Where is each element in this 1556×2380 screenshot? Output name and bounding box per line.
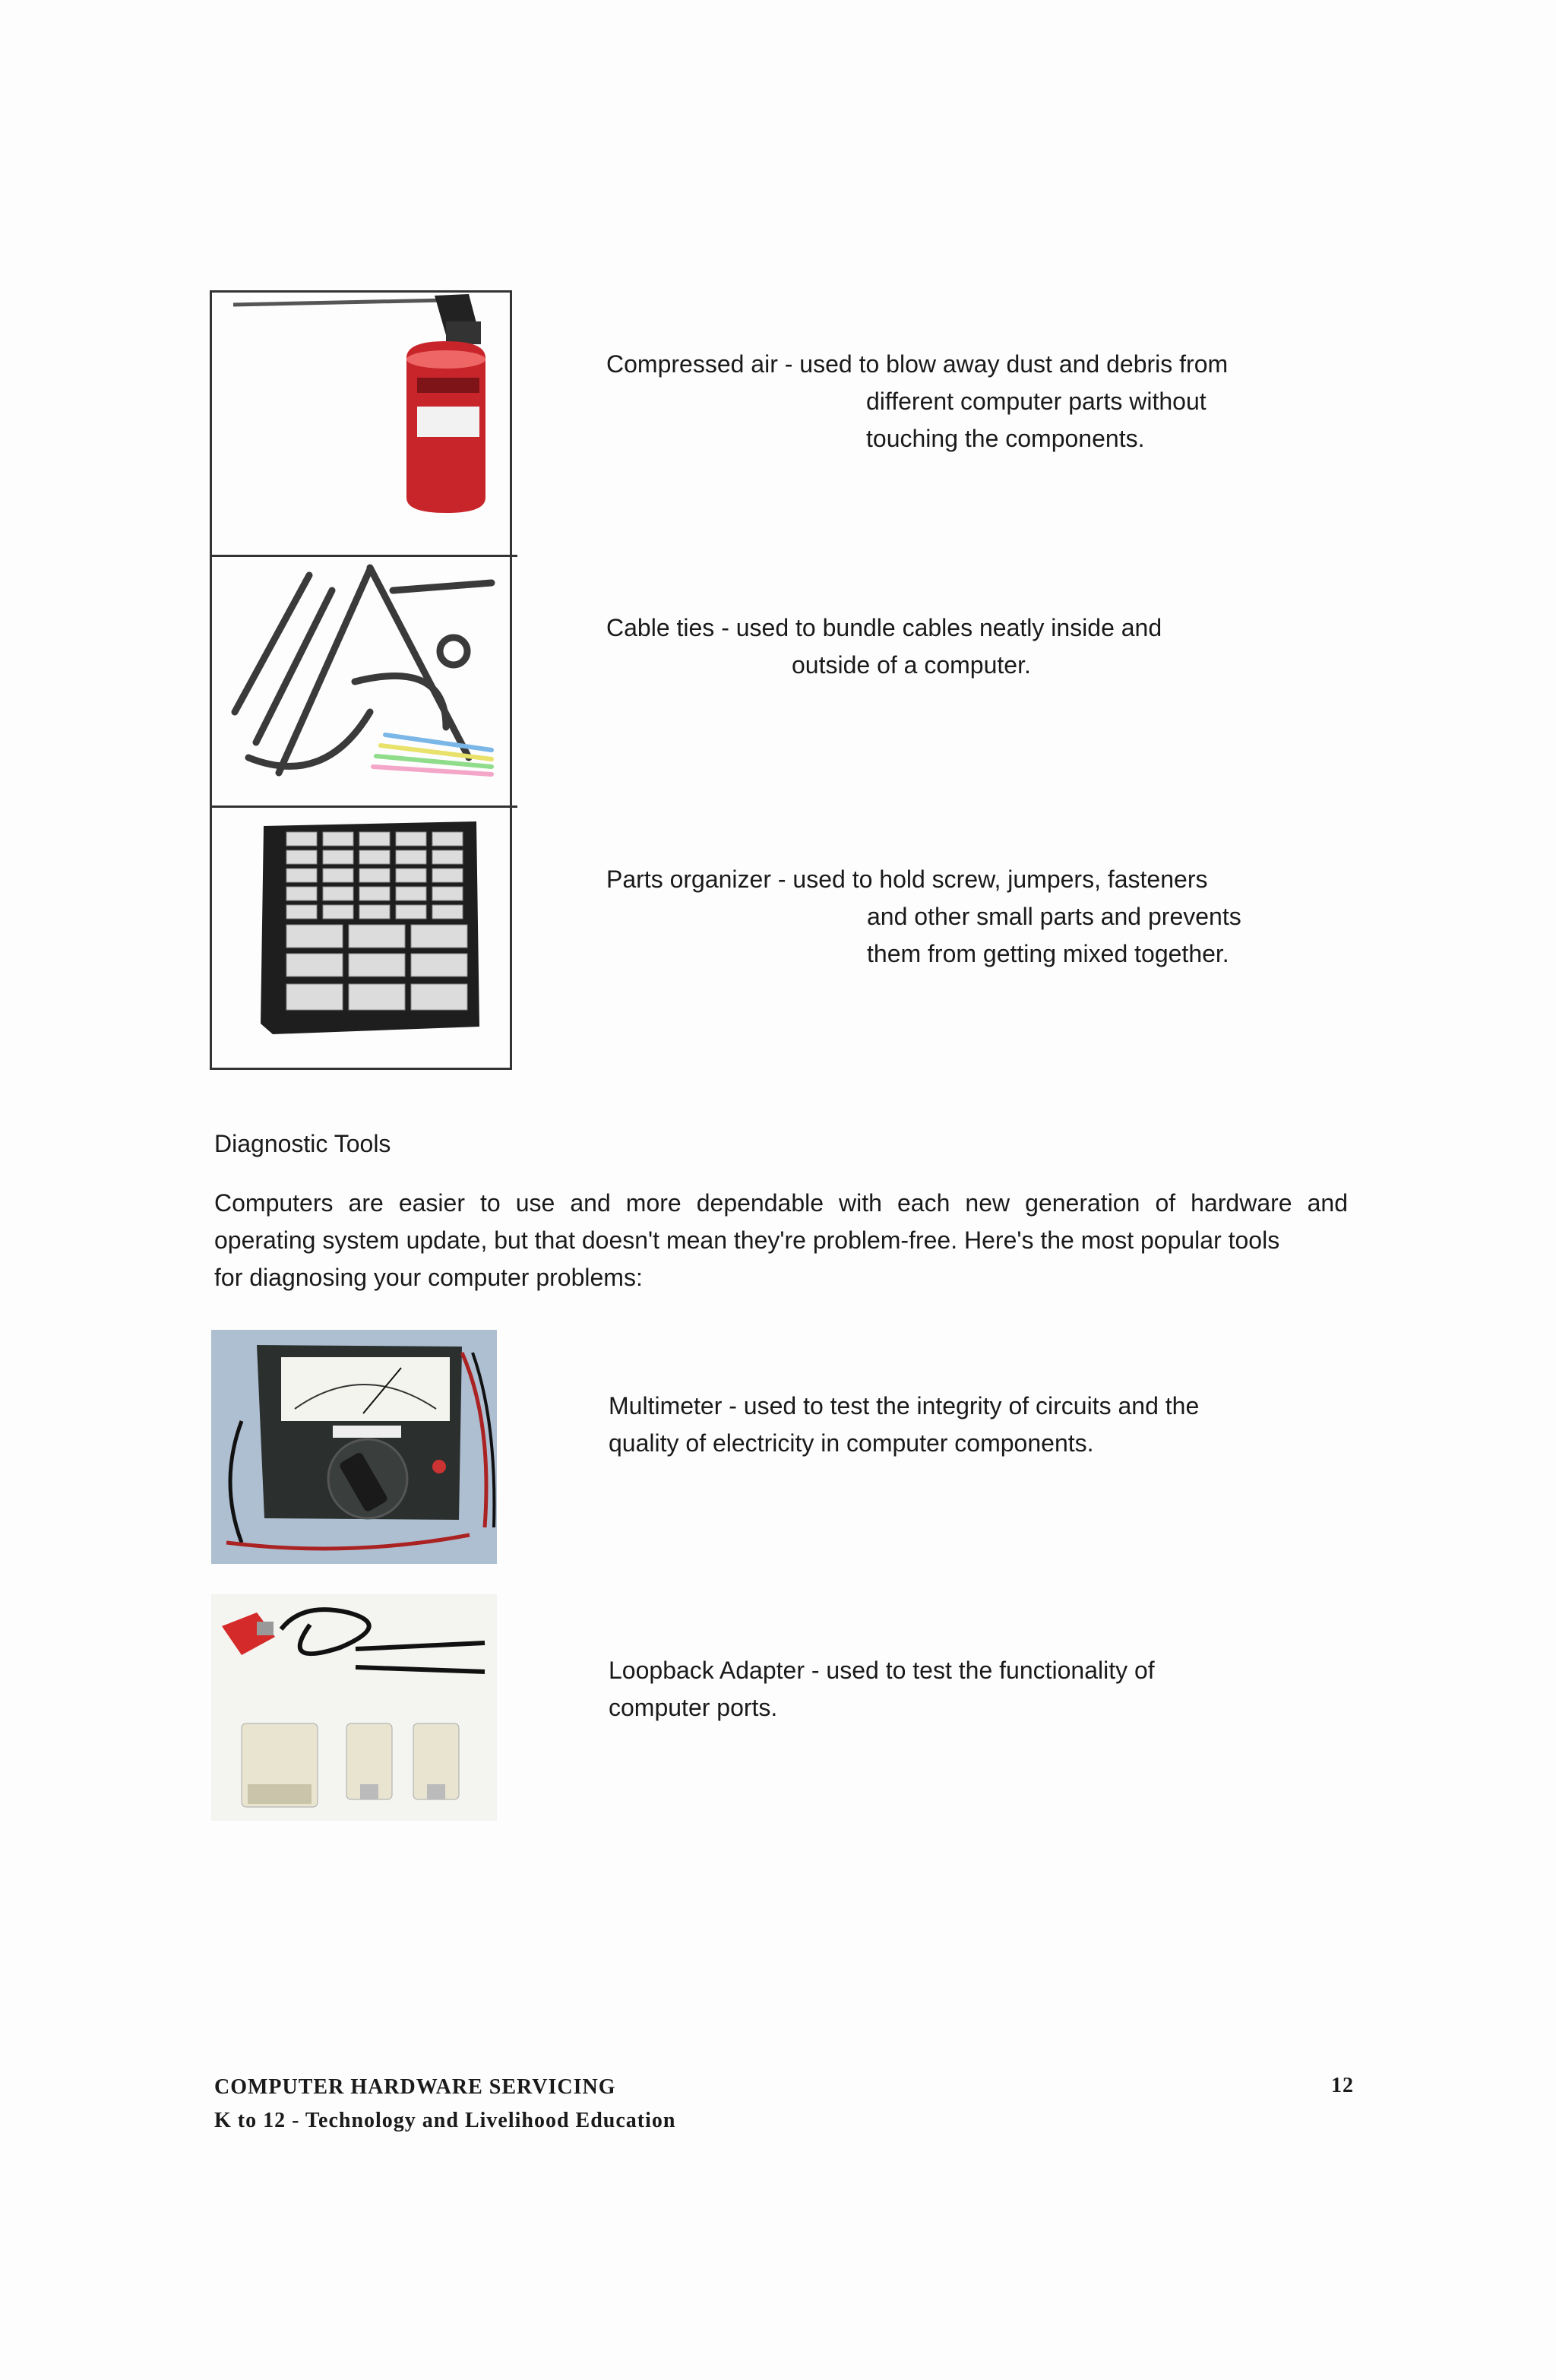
loopback-adapter-image — [211, 1594, 497, 1821]
paragraph-line: Computers are easier to use and more dependable with each new generation of hardware and — [214, 1189, 1348, 1217]
compressed-air-can-image — [218, 293, 507, 551]
cable-ties-image — [218, 560, 507, 802]
parts-organizer-description-line: them from getting mixed together. — [867, 940, 1229, 967]
tools-image-table — [210, 290, 512, 1070]
multimeter-image — [211, 1330, 497, 1564]
compressed-air-description-line: Compressed air - used to blow away dust and debris from — [606, 350, 1229, 378]
parts-organizer-description-line: Parts organizer - used to hold screw, jumpers, fasteners — [606, 866, 1208, 893]
page-number: 12 — [1331, 2074, 1354, 2097]
footer-title: COMPUTER HARDWARE SERVICING — [214, 2075, 616, 2099]
section-heading: Diagnostic Tools — [214, 1130, 391, 1157]
paragraph-line: for diagnosing your computer problems: — [214, 1264, 643, 1291]
paragraph-line: operating system update, but that doesn't mean they're problem-free. Here's the most popular tools — [214, 1226, 1280, 1254]
loopback-description-line: computer ports. — [609, 1694, 778, 1721]
parts-organizer-description-line: and other small parts and prevents — [867, 903, 1241, 930]
loopback-description-line: Loopback Adapter - used to test the functionality of — [609, 1657, 1155, 1684]
table-divider — [212, 805, 517, 808]
compressed-air-description-line: different computer parts without — [866, 388, 1207, 415]
parts-organizer-image — [218, 811, 507, 1066]
multimeter-description-line: quality of electricity in computer components. — [609, 1429, 1094, 1457]
footer-subtitle: K to 12 - Technology and Livelihood Education — [214, 2109, 676, 2132]
compressed-air-description-line: touching the components. — [866, 425, 1145, 452]
cable-ties-description-line: Cable ties - used to bundle cables neatly inside and — [606, 614, 1162, 641]
table-divider — [212, 555, 517, 557]
cable-ties-description-line: outside of a computer. — [792, 651, 1031, 679]
multimeter-description-line: Multimeter - used to test the integrity of circuits and the — [609, 1392, 1200, 1419]
